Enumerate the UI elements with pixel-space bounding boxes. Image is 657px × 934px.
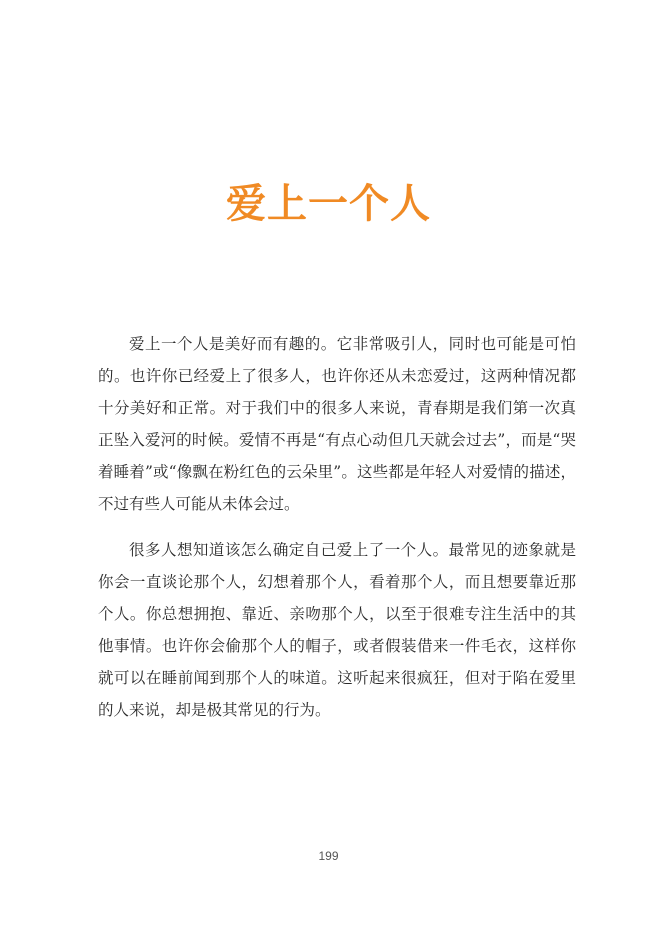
body-text [98, 328, 576, 726]
chapter-title: 爱上一个人 [226, 181, 431, 227]
page-number: 199 [318, 849, 339, 863]
paragraph-2: 很多人想知道该怎么确定自己爱上了一个人。最常见的迹象就是你会一直谈论那个人，幻想着那个人，看着那个人，而且想要靠近那个人。你总想拥抱、靠近、亲吻那个人，以至于很难专注生活中的其他事情。也许你会偷那个人的帽子，或者假装借来一件毛衣，这样你就可以在睡前闻到那个人的味道。这听起来很疯狂，但对于陷在爱里的人来说，却是极其常见的行为。 [98, 541, 576, 719]
paragraph-1: 爱上一个人是美好而有趣的。它非常吸引人，同时也可能是可怕的。也许你已经爱上了很多人，也许你还从未恋爱过，这两种情况都十分美好和正常。对于我们中的很多人来说，青春期是我们第一次真正坠入爱河的时候。爱情不再是“有点心动但几天就会过去”，而是“哭着睡着”或“像飘在粉红色的云朵里”。这些都是年轻人对爱情的描述，不过有些人可能从未体会过。 [98, 335, 576, 513]
